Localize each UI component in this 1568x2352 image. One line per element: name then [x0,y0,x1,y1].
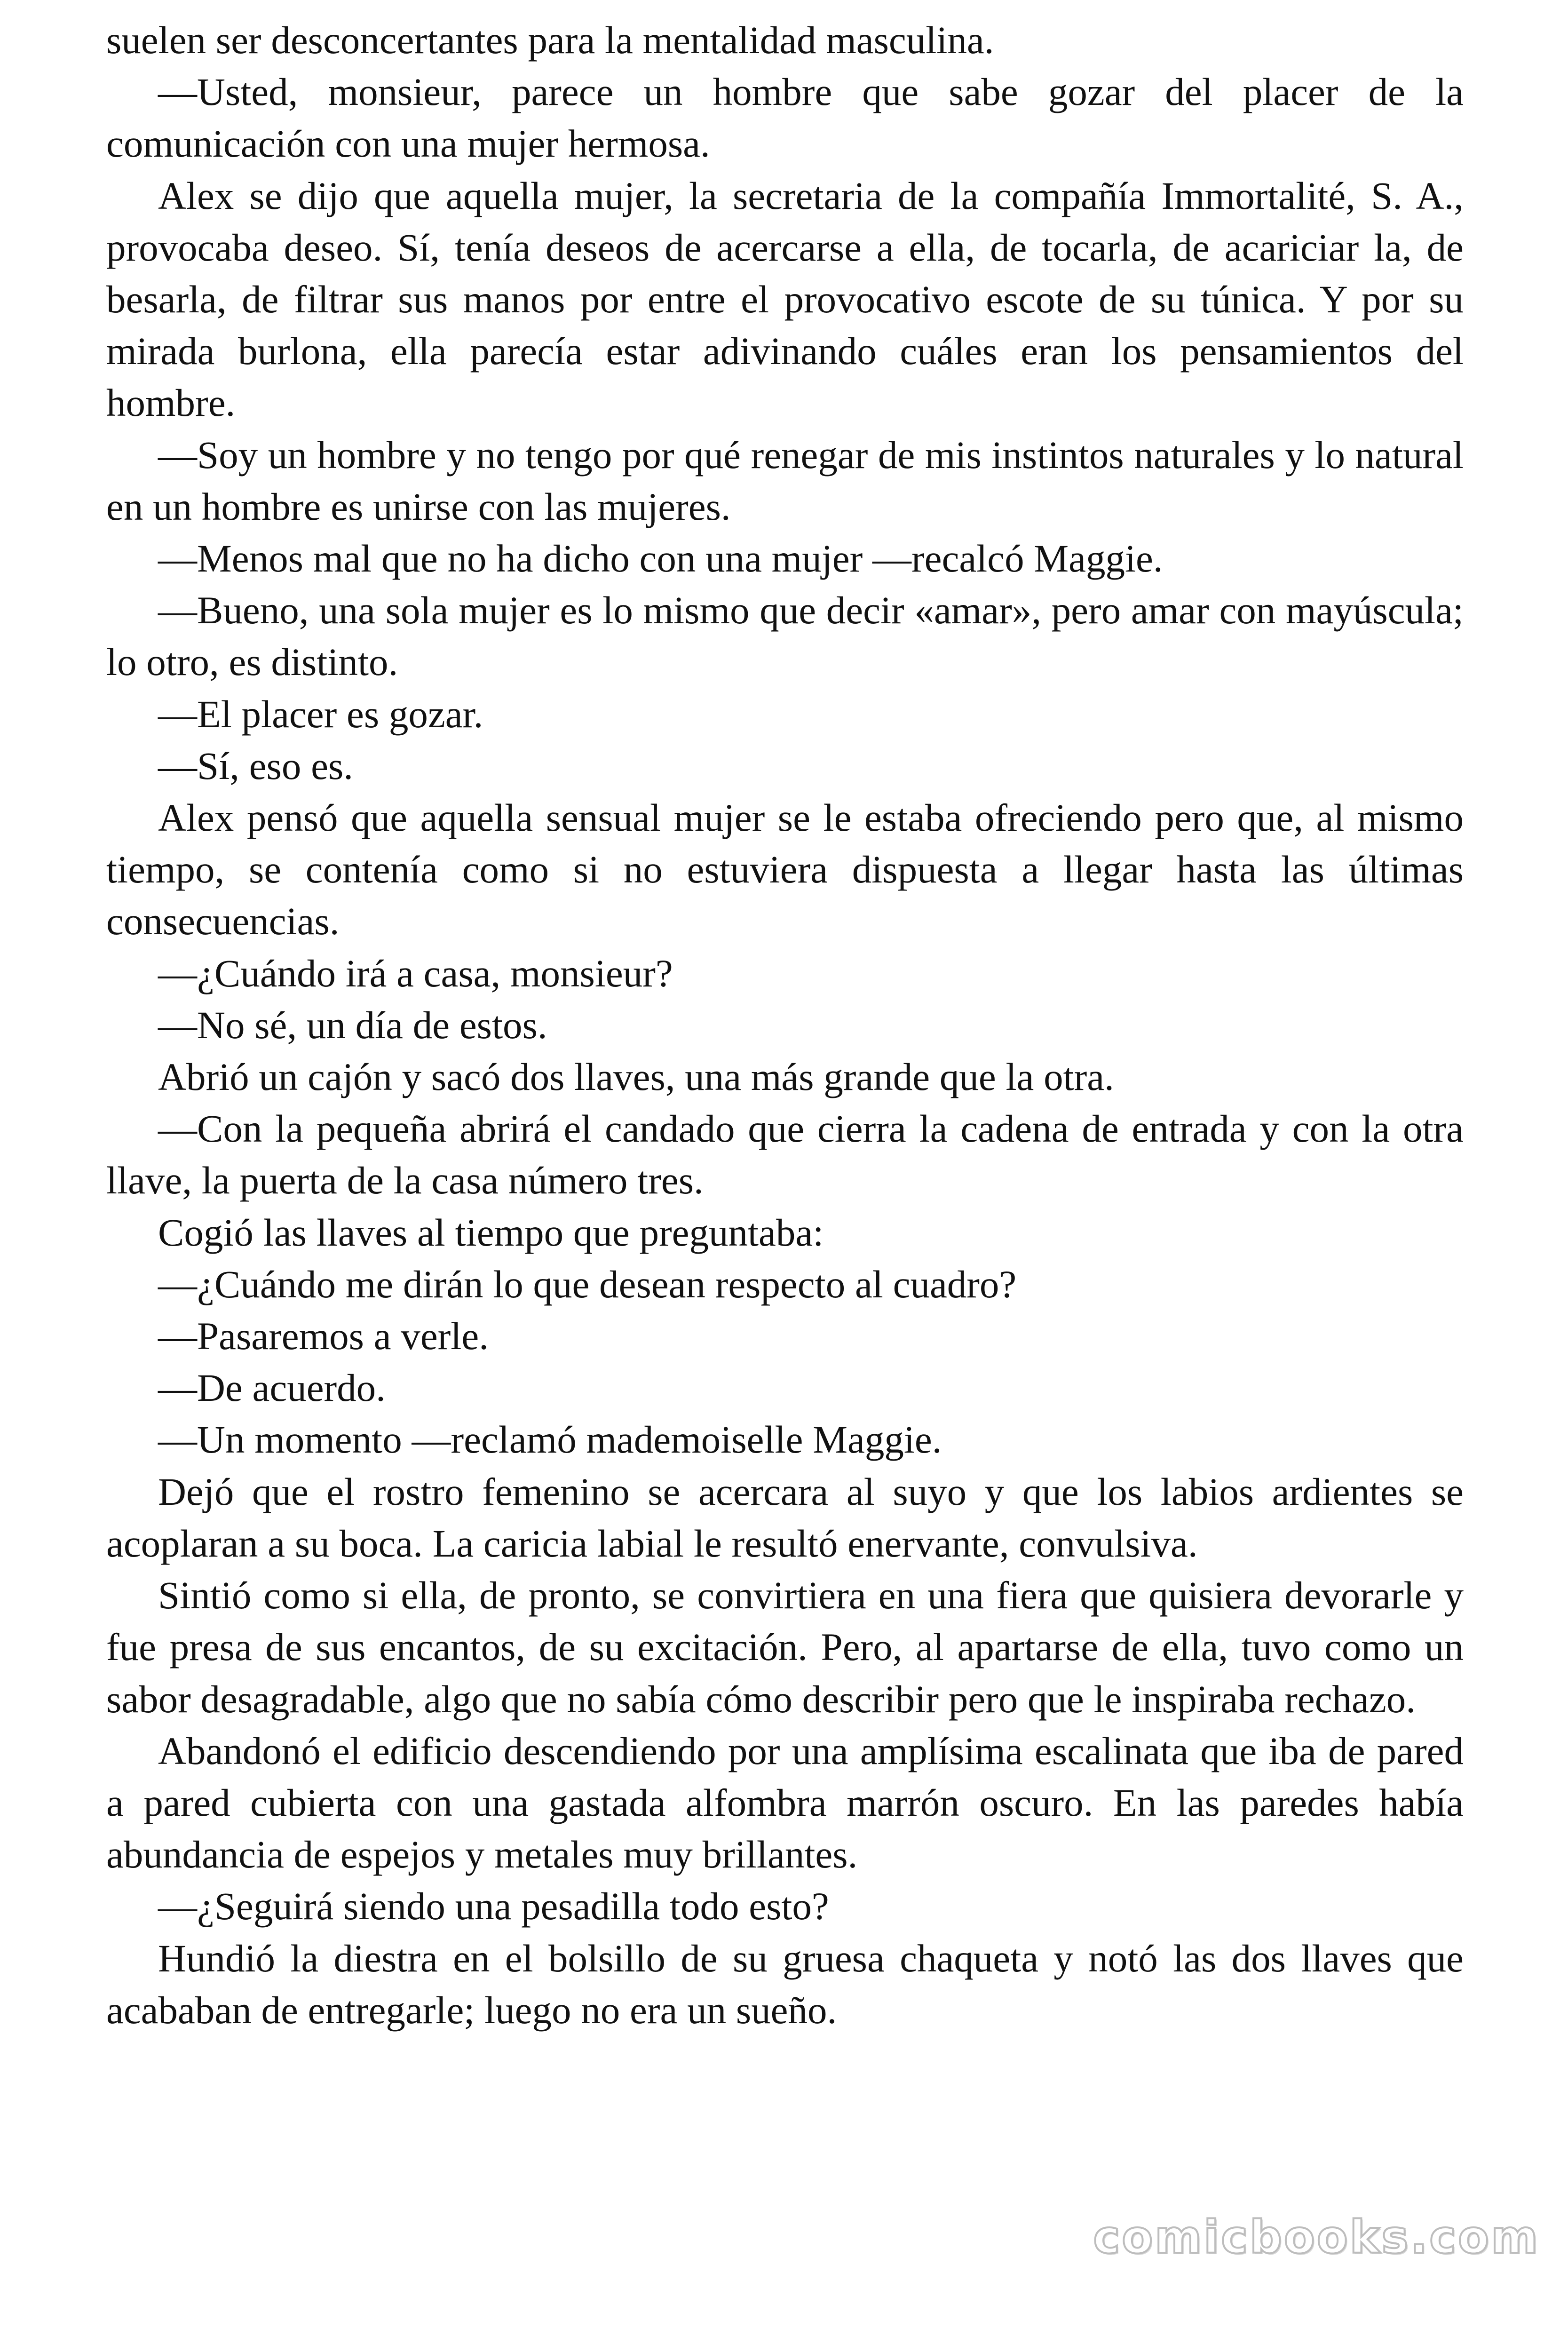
paragraph: —De acuerdo. [158,1366,386,1410]
paragraph: —Usted, monsieur, parece un hombre que sabe gozar del placer de la comunicación con una mujer hermosa. [106,70,1464,166]
paragraph: —Soy un hombre y no tengo por qué renegar de mis instintos naturales y lo natural en un hombre es unirse con las mujeres. [106,433,1464,528]
paragraph: —Menos mal que no ha dicho con una mujer —recalcó Maggie. [158,537,1163,580]
paragraph: —¿Seguirá siendo una pesadilla todo esto? [158,1884,829,1928]
paragraph: Abrió un cajón y sacó dos llaves, una más grande que la otra. [158,1055,1114,1099]
watermark: comicbooks.com [1093,2211,1540,2264]
paragraph: —¿Cuándo me dirán lo que desean respecto al cuadro? [158,1262,1017,1306]
paragraph: —Bueno, una sola mujer es lo mismo que decir «amar», pero amar con mayúscula; lo otro, es distinto. [106,588,1464,684]
paragraph: Abandonó el edificio descendiendo por una amplísima escalinata que iba de pared a pared cubierta con una gastada alfombra marrón oscuro. En las paredes había abundancia de espejos y metales muy brillantes. [106,1729,1464,1876]
paragraph: Alex pensó que aquella sensual mujer se le estaba ofreciendo pero que, al mismo tiempo, se contenía como si no estuviera dispuesta a llegar hasta las últimas consecuencias. [106,796,1464,943]
body-text [106,14,1464,2036]
paragraph: Cogió las llaves al tiempo que preguntaba: [158,1210,824,1254]
paragraph: Dejó que el rostro femenino se acercara al suyo y que los labios ardientes se acoplaran a su boca. La caricia labial le resultó enervante, convulsiva. [106,1470,1464,1565]
paragraph: suelen ser desconcertantes para la mentalidad masculina. [106,18,994,62]
paragraph: —Pasaremos a verle. [158,1314,489,1358]
paragraph: —Con la pequeña abrirá el candado que cierra la cadena de entrada y con la otra llave, la puerta de la casa número tres. [106,1107,1464,1202]
paragraph: —¿Cuándo irá a casa, monsieur? [158,951,673,995]
paragraph: —Sí, eso es. [158,744,353,787]
paragraph: —No sé, un día de estos. [158,1003,547,1047]
paragraph: —Un momento —reclamó mademoiselle Maggie. [158,1418,942,1462]
paragraph: —El placer es gozar. [158,692,483,736]
paragraph: Hundió la diestra en el bolsillo de su gruesa chaqueta y notó las dos llaves que acababan de entregarle; luego no era un sueño. [106,1936,1464,2032]
paragraph: Sintió como si ella, de pronto, se convirtiera en una fiera que quisiera devorarle y fue presa de sus encantos, de su excitación. Pero, al apartarse de ella, tuvo como un sabor desagradable, algo que no sabía cómo describir pero que le inspiraba rechazo. [106,1573,1464,1721]
paragraph: Alex se dijo que aquella mujer, la secretaria de la compañía Immortalité, S. A., provocaba deseo. Sí, tenía deseos de acercarse a ella, de tocarla, de acariciar la, de besarla, de filtrar sus manos por entre el provocativo escote de su túnica. Y por su mirada burlona, ella parecía estar adivinando cuáles eran los pensamientos del hombre. [106,174,1464,425]
